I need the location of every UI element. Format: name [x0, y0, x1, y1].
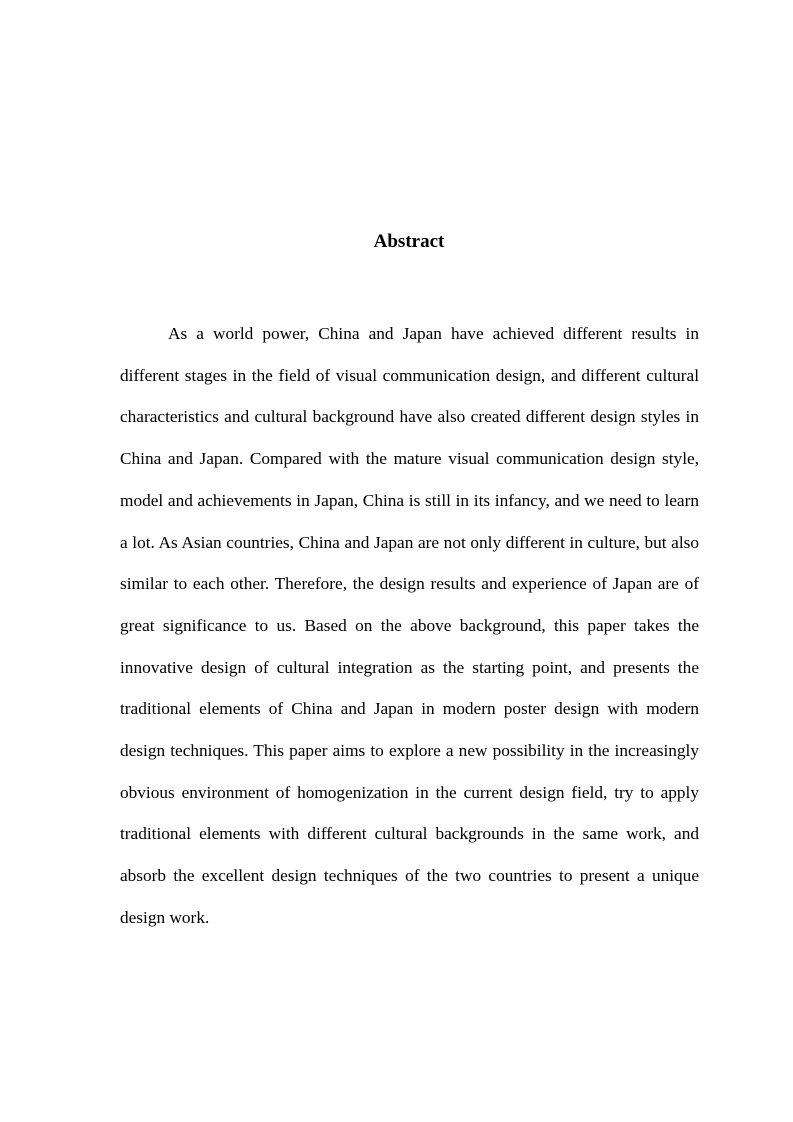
abstract-paragraph: As a world power, China and Japan have achieved different results in different stages in the field of visual communication design, and different cultural characteristics and cultural background have also created different design styles in China and Japan. Compared with the mature visual communication design style, model and achievements in Japan, China is still in its infancy, and we need to learn a lot. As Asian countries, China and Japan are not only different in culture, but also similar to each other. Therefore, the design results and experience of Japan are of great significance to us. Based on the above background, this paper takes the innovative design of cultural integration as the starting point, and presents the traditional elements of China and Japan in modern poster design with modern design techniques. This paper aims to explore a new possibility in the increasingly obvious environment of homogenization in the current design field, try to apply traditional elements with different cultural backgrounds in the same work, and absorb the excellent design techniques of the two countries to present a unique design work.	[120, 324, 699, 927]
page-title: Abstract	[373, 231, 445, 252]
